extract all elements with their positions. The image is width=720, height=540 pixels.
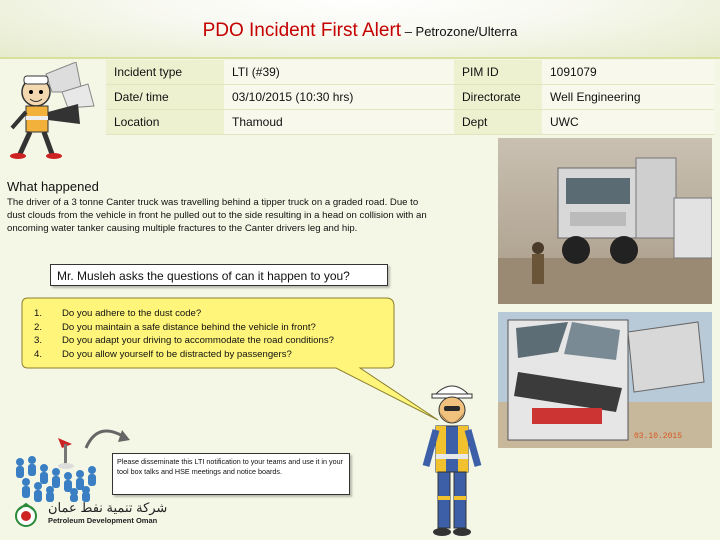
list-text: Do you maintain a safe distance behind the vehicle in front?	[62, 321, 316, 333]
value-dept: UWC	[542, 110, 714, 135]
what-happened-heading: What happened	[7, 179, 99, 194]
value-pim-id: 1091079	[542, 60, 714, 85]
value-incident-type: LTI (#39)	[224, 60, 454, 85]
list-item	[34, 348, 334, 362]
list-number: 3.	[34, 335, 43, 347]
what-happened-text: The driver of a 3 tonne Canter truck was travelling behind a tipper truck on a graded road. Due to dust clouds from the vehicle in front he pulled out to the side resulting in a head on collision with an oncoming water tanker causing multiple fractures to the Canter drivers leg and hip.	[7, 197, 427, 234]
people-group-icon	[12, 438, 110, 504]
list-item	[34, 321, 334, 335]
list-number: 2.	[34, 321, 43, 333]
logo-arabic-text: شركة تنمية نفط عمان	[48, 500, 168, 515]
list-number: 1.	[34, 308, 43, 319]
title-main: PDO Incident First Alert	[202, 20, 402, 41]
value-location: Thamoud	[224, 110, 454, 135]
label-date-time: Date/ time	[106, 85, 224, 110]
question-box: Mr. Musleh asks the questions of can it happen to you?	[50, 264, 388, 286]
value-directorate: Well Engineering	[542, 85, 714, 110]
label-directorate: Directorate	[454, 85, 542, 110]
list-text: Do you allow yourself to be distracted by passengers?	[62, 348, 292, 360]
list-item	[34, 334, 334, 348]
dissemination-note: Please disseminate this LTI notification to your teams and use it in your tool box talks and HSE meetings and notice boards.	[112, 453, 350, 495]
questions-list	[34, 307, 334, 361]
list-text: Do you adapt your driving to accommodate the road conditions?	[62, 335, 334, 347]
label-incident-type: Incident type	[106, 60, 224, 85]
title-sub: – Petrozone/Ulterra	[401, 24, 518, 39]
list-item	[34, 307, 334, 321]
list-text: Do you adhere to the dust code?	[62, 308, 202, 319]
value-date-time: 03/10/2015 (10:30 hrs)	[224, 85, 454, 110]
list-number: 4.	[34, 348, 43, 360]
safety-man-icon	[422, 376, 482, 538]
photo-timestamp: 03.10.2015	[634, 432, 683, 441]
label-pim-id: PIM ID	[454, 60, 542, 85]
label-dept: Dept	[454, 110, 542, 135]
logo-company-name: Petroleum Development Oman	[48, 516, 158, 525]
label-location: Location	[106, 110, 224, 135]
